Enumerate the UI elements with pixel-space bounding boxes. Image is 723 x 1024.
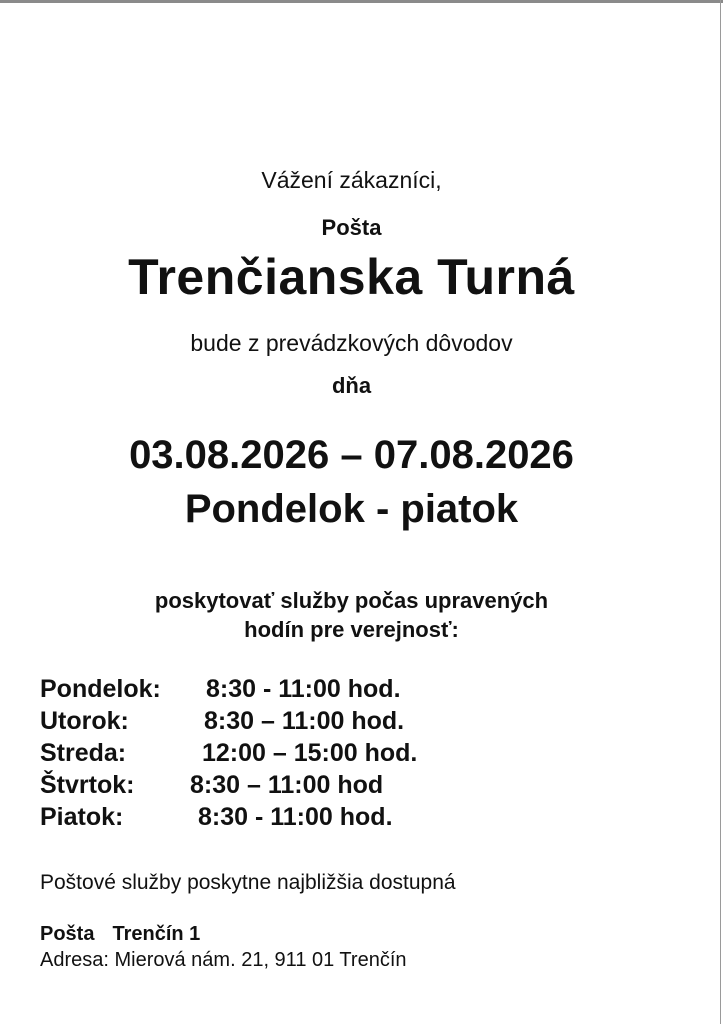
alternative-office-label: Pošta bbox=[40, 923, 95, 945]
schedule-hours: 8:30 - 11:00 hod. bbox=[198, 803, 393, 831]
schedule-row-wednesday bbox=[40, 739, 680, 771]
date-range: 03.08.2026 – 07.08.2026 bbox=[129, 433, 574, 477]
schedule-day: Štvrtok: bbox=[40, 771, 135, 799]
greeting: Vážení zákazníci, bbox=[261, 167, 442, 193]
on-label: dňa bbox=[331, 373, 372, 398]
scan-edge-right bbox=[720, 0, 721, 1024]
schedule-hours: 8:30 – 11:00 hod. bbox=[204, 707, 405, 735]
schedule-day: Pondelok: bbox=[40, 675, 161, 703]
schedule-day: Piatok: bbox=[40, 803, 124, 831]
schedule-row-friday bbox=[40, 803, 680, 835]
schedule-hours: 8:30 - 11:00 hod. bbox=[206, 675, 401, 703]
schedule-day: Streda: bbox=[40, 739, 127, 767]
schedule-intro-line-1: poskytovať služby počas upravených bbox=[154, 588, 549, 613]
schedule-hours: 8:30 – 11:00 hod bbox=[190, 771, 384, 799]
office-label: Pošta bbox=[321, 215, 382, 240]
office-name-title: Trenčianska Turná bbox=[128, 249, 575, 305]
closure-reason: bude z prevádzkových dôvodov bbox=[190, 330, 513, 356]
schedule-row-tuesday bbox=[40, 707, 680, 739]
alternative-office-name: Trenčín 1 bbox=[112, 923, 201, 945]
day-range: Pondelok - piatok bbox=[184, 487, 519, 531]
schedule-day: Utorok: bbox=[40, 707, 129, 735]
alternative-office bbox=[40, 923, 200, 946]
alternative-office-note: Poštové služby poskytne najbližšia dostupná bbox=[40, 871, 456, 894]
opening-hours-table bbox=[40, 675, 680, 835]
alternative-office-address: Adresa: Mierová nám. 21, 911 01 Trenčín bbox=[40, 949, 407, 971]
schedule-hours: 12:00 – 15:00 hod. bbox=[202, 739, 418, 767]
schedule-row-monday bbox=[40, 675, 680, 707]
scan-edge-top bbox=[0, 0, 723, 3]
schedule-intro-line-2: hodín pre verejnosť: bbox=[244, 617, 459, 642]
schedule-row-thursday bbox=[40, 771, 680, 803]
